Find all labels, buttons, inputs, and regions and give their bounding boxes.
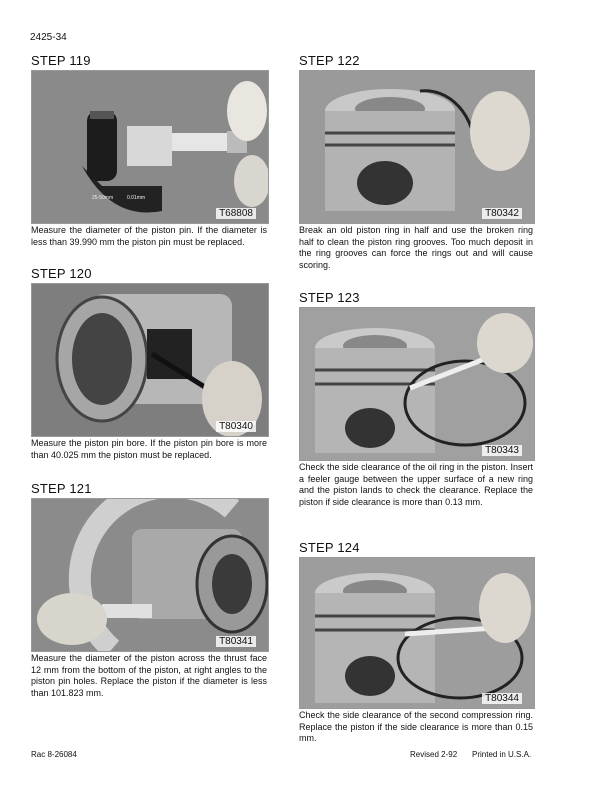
photo-label: T80342 [482,208,522,219]
compression-ring-clearance-illustration [300,558,534,708]
step-122-photo [299,70,535,224]
piston-bore-illustration [32,284,268,436]
step-124-caption: Check the side clearance of the second compression ring. Replace the piston if the side clearance is more than 0.15 mm. [299,710,533,744]
oil-ring-clearance-illustration [300,308,534,460]
photo-label: T80343 [482,445,522,456]
step-122-caption: Break an old piston ring in half and use the broken ring half to clean the piston ring grooves. Too much deposit in the ring grooves can force the rings out and will cause scoring. [299,225,533,270]
step-124-title: STEP 124 [299,540,360,555]
piston-ring-clean-illustration [300,71,534,223]
step-120-photo [31,283,269,437]
photo-label: T68808 [216,208,256,219]
step-121-title: STEP 121 [31,481,92,496]
photo-label: T80344 [482,693,522,704]
step-120-title: STEP 120 [31,266,92,281]
step-124-photo [299,557,535,709]
footer-printed: Printed in U.S.A. [472,750,532,759]
step-121-photo [31,498,269,652]
step-119-caption: Measure the diameter of the piston pin. If the diameter is less than 39.990 mm the piston pin must be replaced. [31,225,267,247]
step-119-photo [31,70,269,224]
step-121-caption: Measure the diameter of the piston across the thrust face 12 mm from the bottom of the piston, at right angles to the piston pin holes. Replace the piston if the diameter is less than 101.823 mm. [31,653,267,698]
piston-measure-illustration [32,499,268,651]
page-number: 2425-34 [30,32,67,43]
step-119-title: STEP 119 [31,53,91,68]
gauge-resolution-text: 0.01mm [127,195,146,201]
step-122-title: STEP 122 [299,53,360,68]
footer-revised: Revised 2-92 [410,750,458,759]
step-123-caption: Check the side clearance of the oil ring in the piston. Insert a feeler gauge between the upper surface of a new ring and the piston lands to check the clearance. Replace the piston if side clearance is more than 0.13 mm. [299,462,533,507]
photo-label: T80340 [216,421,256,432]
step-120-caption: Measure the piston pin bore. If the piston pin bore is more than 40.025 mm the piston must be replaced. [31,438,267,460]
footer-document-code: Rac 8-26084 [31,750,77,759]
gauge-range-text: 25-50mm [92,195,114,201]
step-123-photo [299,307,535,461]
step-123-title: STEP 123 [299,290,360,305]
micrometer-illustration [32,71,268,223]
photo-label: T80341 [216,636,256,647]
